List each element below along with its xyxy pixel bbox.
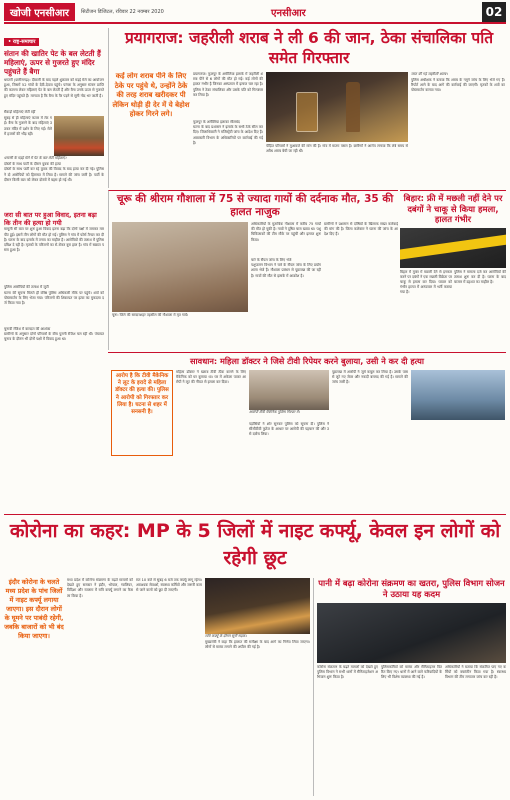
top-body-3: पीड़ित परिवारों ने मुआवजे की मांग की है। गांव में मातम पसरा है। ग्रामीणों ने आरोप लगाया कि लंबे समय से अवैध शराब बेची जा रही थी। bbox=[266, 144, 408, 154]
doctor-photo-2 bbox=[411, 370, 505, 420]
bihar-headline: बिहार: फ्री में मछली नहीं देने पर दबंगों ने चाकू से किया हमला, हालत गंभीर bbox=[403, 193, 503, 224]
left-body-5: घटना की सूचना मिलते ही वरिष्ठ पुलिस अधिकारी मौके पर पहुंचे। शवों को पोस्टमार्टम के लिए भेजा गया। परिजनों की शिकायत पर हत्या का मुकदमा दर्ज किया गया है। bbox=[4, 290, 104, 306]
bihar-body-1: बिहार में मुफ्त में मछली देने से इनकार करने पर दबंगों ने एक मछली विक्रेता पर चाकू से हमला कर दिया। घायल को गंभीर हालत में अस्पताल में भर्ती कराया गया है। bbox=[400, 269, 452, 295]
bihar-body-2: पुलिस ने मामला दर्ज कर आरोपियों की तलाश शुरू कर दी है। घटना के बाद बाजार में दहशत का माहौल है। bbox=[454, 269, 506, 284]
cow-story bbox=[108, 190, 398, 350]
left-body-1: धमतरी (छत्तीसगढ़)। दीवाली के बाद पहले शुक्रवार को मड़ई मेले का आयोजन हुआ, जिसमें 52 गांवों के देवी-देवता पहुंचे। परंपरा के अनुसार संतान प्राप्ति की कामना लेकर महिलाएं पेट के बल लेटती हैं और बैगा उनके ऊपर से गुजरते हुए मंदिर पहुंचते हैं। मान्यता है कि बैगा के पैर पड़ने से सूनी गोद भर जाती है। bbox=[4, 78, 104, 98]
corona-headline-block bbox=[4, 514, 506, 576]
left-sub-1: सैकड़ों महिलाएं लेटी रहीं bbox=[4, 110, 36, 114]
doctor-body-1: महिला डॉक्टर ने खराब टीवी ठीक कराने के लिए मैकेनिक को घर बुलाया था। घर में अकेला पाकर आरोपी ने लूट की नीयत से हमला कर दिया। bbox=[176, 370, 246, 385]
left-body-2: सुबह से ही महिलाएं कतार में लेट गईं। बैगा के गुजरने के बाद महिलाएं उठकर मंदिर में दर्शन के लिए गईं। मेले में हजारों की भीड़ रही। bbox=[4, 116, 52, 136]
liquor-photo bbox=[266, 72, 408, 142]
corona-side-quote: इंदौर कोरोना के चलते मध्य प्रदेश के पांच जिलों में नाइट कर्फ्यू लगाया जाएगा। इस दौरान लोगों के घूमने पर पाबंदी रहेगी, जबकि बाजारों को भी बंद किया जाएगा। bbox=[4, 578, 64, 640]
police-photo bbox=[317, 603, 506, 663]
cow-headline: चूरू की श्रीराम गौशाला में 75 से ज्यादा गायों की दर्दनाक मौत, 35 की हालत नाजुक bbox=[116, 193, 394, 218]
left-sub-3: पुलिस आरोपियों की तलाश में जुटी bbox=[4, 285, 49, 290]
doctor-photo bbox=[249, 370, 329, 410]
cow-body-1: अधिकारियों के मुताबिक गौशाला में करीब 75 गायों की मौत हो चुकी है। गायों ने दूषित चारा खाया था। पशु चिकित्सकों की टीम मौके पर पहुंची और इलाज शुरू किया। bbox=[251, 222, 321, 242]
police-body-1: कोरोना संक्रमण के बढ़ते मामलों को देखते हुए पुलिस विभाग ने सभी थानों में सैनिटाइजेशन अभियान शुरू किया है। bbox=[317, 665, 378, 680]
police-story bbox=[313, 578, 506, 796]
left-column bbox=[4, 28, 104, 528]
masthead bbox=[4, 2, 506, 24]
left-photo-caption: धमतरी के मड़ई मेले में पेट के बल लेटी महिलाएं। bbox=[4, 156, 67, 161]
section-title: एनसीआर bbox=[271, 8, 306, 19]
top-body-1: प्रयागराज। फूलपुर के अमीलिया इलाके में जहरीली शराब पीने से 6 लोगों की मौत हो गई। कई लोगों की हालत गंभीर है जिनका अस्पताल में इलाज चल रहा है। पुलिस ने ठेका संचालिका और उसके पति को गिरफ्तार कर लिया है। bbox=[193, 72, 263, 97]
cow-body-2: पशुपालन विभाग ने चारे के सैंपल जांच के लिए प्रयोगशाला भेजे हैं। गौशाला प्रबंधन से पूछताछ की जा रही है। गायों की मौत से इलाके में आक्रोश है। bbox=[251, 263, 321, 278]
top-story bbox=[108, 28, 506, 188]
bihar-story bbox=[400, 190, 506, 350]
left-sub-2: दोस्तों के साथ पार्टी के दौरान युवक की हत्या bbox=[4, 162, 61, 167]
doctor-photo-caption: आरोपी टीवी मैकेनिक पुलिस गिरफ्त में। bbox=[249, 410, 300, 414]
page-number: 02 bbox=[482, 2, 506, 22]
police-body-2: पुलिसकर्मियों को मास्क और सैनिटाइजर वितरित किए गए। थानों में आने वाले फरियादियों के लिए भी विशेष व्यवस्था की गई है। bbox=[381, 665, 442, 680]
left-headline-2: जरा सी बात पर हुआ विवाद, इतना बढ़ा कि तीन की हत्या हो गयी bbox=[4, 211, 97, 228]
curfew-photo bbox=[205, 578, 310, 634]
top-sub-1: फूलपुर के अमीलिया इलाका सीलबंद bbox=[193, 120, 240, 124]
left-body-3: दोस्तों के साथ पार्टी कर रहे युवक की विवाद के बाद हत्या कर दी गई। पुलिस ने दो आरोपियों को हिरासत में लिया है। मामले की जांच जारी है। पार्टी के दौरान किसी बात को लेकर दोस्तों में बहस हो गई थी। bbox=[4, 167, 104, 182]
corona-body-3: मुख्यमंत्री ने कहा कि हालात की समीक्षा के बाद आगे का निर्णय लिया जाएगा। लोगों से मास्क लगाने की अपील की गई है। bbox=[205, 640, 310, 650]
corona-body-1: मध्य प्रदेश में कोरोना संक्रमण के बढ़ते मामलों को देखते हुए सरकार ने इंदौर, भोपाल, ग्वालियर, विदिशा और रतलाम में रात्रि कर्फ्यू लगाने का फैसला किया है। bbox=[67, 578, 133, 598]
cow-body-3: ग्रामीणों ने प्रशासन से दोषियों के खिलाफ सख्त कार्रवाई की मांग की है। जिला कलेक्टर ने घटना की जांच के आदेश दिए हैं। bbox=[324, 222, 398, 237]
police-body-3: अधिकारियों ने बताया कि संक्रमित पाए गए कर्मियों को क्वारंटीन किया गया है। स्वास्थ्य विभाग की टीम लगातार जांच कर रही है। bbox=[445, 665, 506, 680]
cow-photo-caption: चूरू। जिले की सरदारशहर तहसील की गौशाला में मृत गायें। bbox=[112, 313, 189, 317]
doctor-story bbox=[108, 352, 506, 512]
left-body-4: मामूली सी बात पर शुरू हुआ विवाद इतना बढ़ा कि दोनों पक्षों में जमकर मारपीट हुई। इसमें तीन लोगों की मौत हो गई। पुलिस ने गांव में फोर्स तैनात कर दी है। घटना के बाद इलाके में तनाव का माहौल है। आरोपियों की तलाश में पुलिस दबिश दे रही है। मृतकों के परिजनों का रो-रोकर बुरा हाल है। गांव में सन्नाटा पसरा हुआ है। bbox=[4, 227, 104, 253]
left-sub-4: चुनावी रंजिश में वारदात की आशंका bbox=[4, 326, 51, 331]
crime-scene-photo bbox=[400, 228, 506, 268]
doctor-body-3: पूछताछ में आरोपी ने जुर्म कबूल कर लिया है। उसके पास से लूटे गए जेवर और नकदी बरामद की गई है। मामले की जांच जारी है। bbox=[332, 370, 408, 385]
section-kicker: • राष्ट्र-समाचार bbox=[4, 38, 39, 46]
issue-date: सिटीजन डिजिटल, रविवार 22 नवम्बर 2020 bbox=[81, 9, 164, 15]
doctor-box-quote: आरोप है कि टीवी मैकेनिक ने लूट के इरादे से महिला डॉक्टर की हत्या की। पुलिस ने आरोपी को गिरफ्तार कर लिया है। घटना से शहर में सनसनी है। bbox=[111, 370, 173, 456]
left-body-6: ग्रामीणों के अनुसार दोनों परिवारों के बीच पुरानी रंजिश चल रही थी। पंचायत चुनाव के दौरान भी दोनों पक्षों में विवाद हुआ था। bbox=[4, 331, 104, 342]
doctor-body-2: पड़ोसियों ने शोर सुनकर पुलिस को सूचना दी। पुलिस ने सीसीटीवी फुटेज के आधार पर आरोपी की पहचान की और उसे दबोच लिया। bbox=[249, 422, 329, 437]
corona-photo-caption: रात्रि कर्फ्यू के दौरान सूनी सड़क। bbox=[205, 634, 247, 638]
fair-photo bbox=[54, 116, 104, 156]
top-pull-quote: कई लोग शराब पीने के लिए ठेके पर पहुंचे थे, उन्होंने ठेके की तरह शराब खरीदकर पी लेकिन थोड़ी ही देर में ये बेहोश होकर गिरने लगे। bbox=[112, 72, 190, 118]
police-headline: पानी में बढ़ा कोरोना संक्रमण का खतरा, पुलिस विभाग सोजन ने उठाया यह कदम bbox=[318, 578, 505, 599]
left-headline: संतान की खातिर पेट के बल लेटती हैं महिलाएं, ऊपर से गुजरते हुए मंदिर पहुंचते हैं बैगा bbox=[4, 49, 101, 76]
top-body-2: घटना के बाद प्रशासन ने इलाके के सभी ठेके सील कर दिए। जिलाधिकारी ने मजिस्ट्रेटी जांच के आदेश दिए हैं। आबकारी विभाग के अधिकारियों पर कार्रवाई की गई है। bbox=[193, 125, 263, 145]
corona-story bbox=[4, 578, 310, 796]
cow-photo bbox=[112, 222, 248, 312]
top-body-4: पुलिस अधीक्षक ने बताया कि शराब के नमूने जांच के लिए भेजे गए हैं। रिपोर्ट आने के बाद आगे की कार्रवाई की जाएगी। मृतकों के शवों का पोस्टमार्टम कराया गया। bbox=[411, 78, 505, 93]
top-headline: प्रयागराज: जहरीली शराब ने ली 6 की जान, ठेका संचालिका पति समेत गिरफ्तार bbox=[124, 29, 494, 67]
brand-logo: खोजी एनसीआर bbox=[4, 3, 75, 21]
doctor-headline: सावधान: महिला डॉक्टर ने जिसे टीवी रिपेयर करने बुलाया, उसी ने कर दी हत्या bbox=[189, 356, 424, 366]
top-photo-caption: जब्त की गई जहरीली शराब। bbox=[411, 72, 448, 76]
corona-body-2: रात 10 बजे से सुबह 6 बजे तक कर्फ्यू लागू रहेगा। आवश्यक सेवाओं, स्वास्थ्य कर्मियों और जरूरी काम से जाने वालों को छूट दी जाएगी। bbox=[136, 578, 202, 593]
corona-headline: कोरोना का कहर: MP के 5 जिलों में नाइट कर्फ्यू, केवल इन लोगों को रहेगी छूट bbox=[9, 520, 501, 569]
cow-sub-1: चारे के सैंपल जांच के लिए भेजे bbox=[251, 258, 292, 262]
